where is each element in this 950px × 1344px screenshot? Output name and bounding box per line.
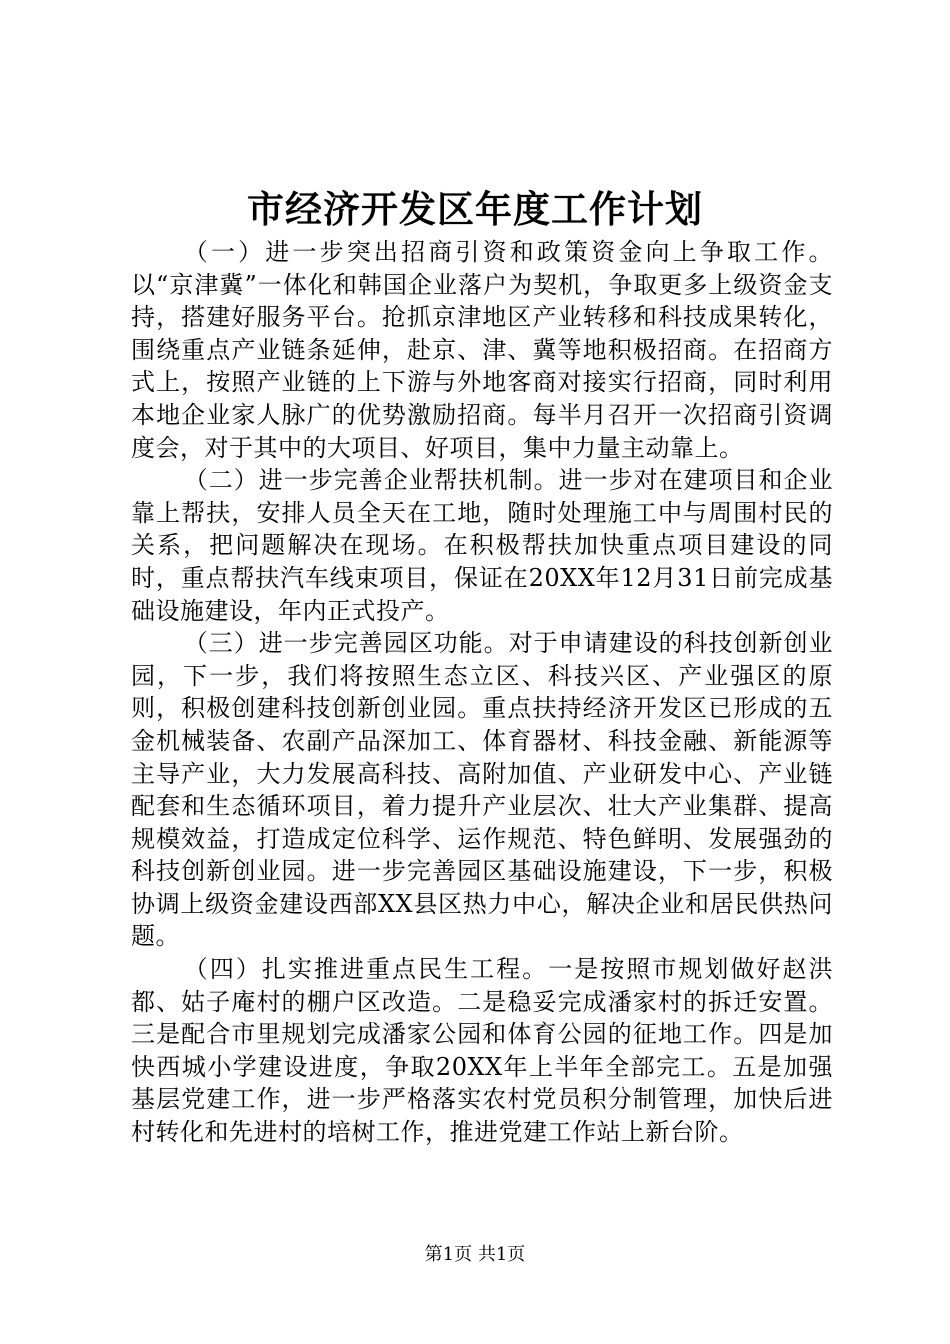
- document-body: [131, 236, 833, 1149]
- document-title: 市经济开发区年度工作计划: [247, 187, 703, 231]
- paragraph-3: （三）进一步完善园区功能。对于申请建设的科技创新创业园，下一步，我们将按照生态立区、科技兴区、产业强区的原则，积极创建科技创新创业园。重点扶持经济开发区已形成的五金机械装备、农副产品深加工、体育器材、科技金融、新能源等主导产业，大力发展高科技、高附加值、产业研发中心、产业链配套和生态循环项目，着力提升产业层次、壮大产业集群、提高规模效益，打造成定位科学、运作规范、特色鲜明、发展强劲的科技创新创业园。进一步完善园区基础设施建设，下一步，积极协调上级资金建设西部XX县区热力中心，解决企业和居民供热问题。: [131, 629, 833, 951]
- paragraph-1: （一）进一步突出招商引资和政策资金向上争取工作。以“京津冀”一体化和韩国企业落户为契机，争取更多上级资金支持，搭建好服务平台。抢抓京津地区产业转移和科技成果转化，围绕重点产业链条延伸，赴京、津、冀等地积极招商。在招商方式上，按照产业链的上下游与外地客商对接实行招商，同时利用本地企业家人脉广的优势激励招商。每半月召开一次招商引资调度会，对于其中的大项目、好项目，集中力量主动靠上。: [131, 238, 833, 462]
- paragraph-4: （四）扎实推进重点民生工程。一是按照市规划做好赵洪都、姑子庵村的棚户区改造。二是稳妥完成潘家村的拆迁安置。三是配合市里规划完成潘家公园和体育公园的征地工作。四是加快西城小学建设进度，争取20XX年上半年全部完工。五是加强基层党建工作，进一步严格落实农村党员积分制管理，加快后进村转化和先进村的培树工作，推进党建工作站上新台阶。: [131, 955, 833, 1147]
- paragraph-2: （二）进一步完善企业帮扶机制。进一步对在建项目和企业靠上帮扶，安排人员全天在工地，随时处理施工中与周围村民的关系，把问题解决在现场。在积极帮扶加快重点项目建设的同时，重点帮扶汽车线束项目，保证在20XX年12月31日前完成基础设施建设，年内正式投产。: [131, 466, 833, 625]
- page-number-footer: 第1页 共1页: [424, 1244, 526, 1265]
